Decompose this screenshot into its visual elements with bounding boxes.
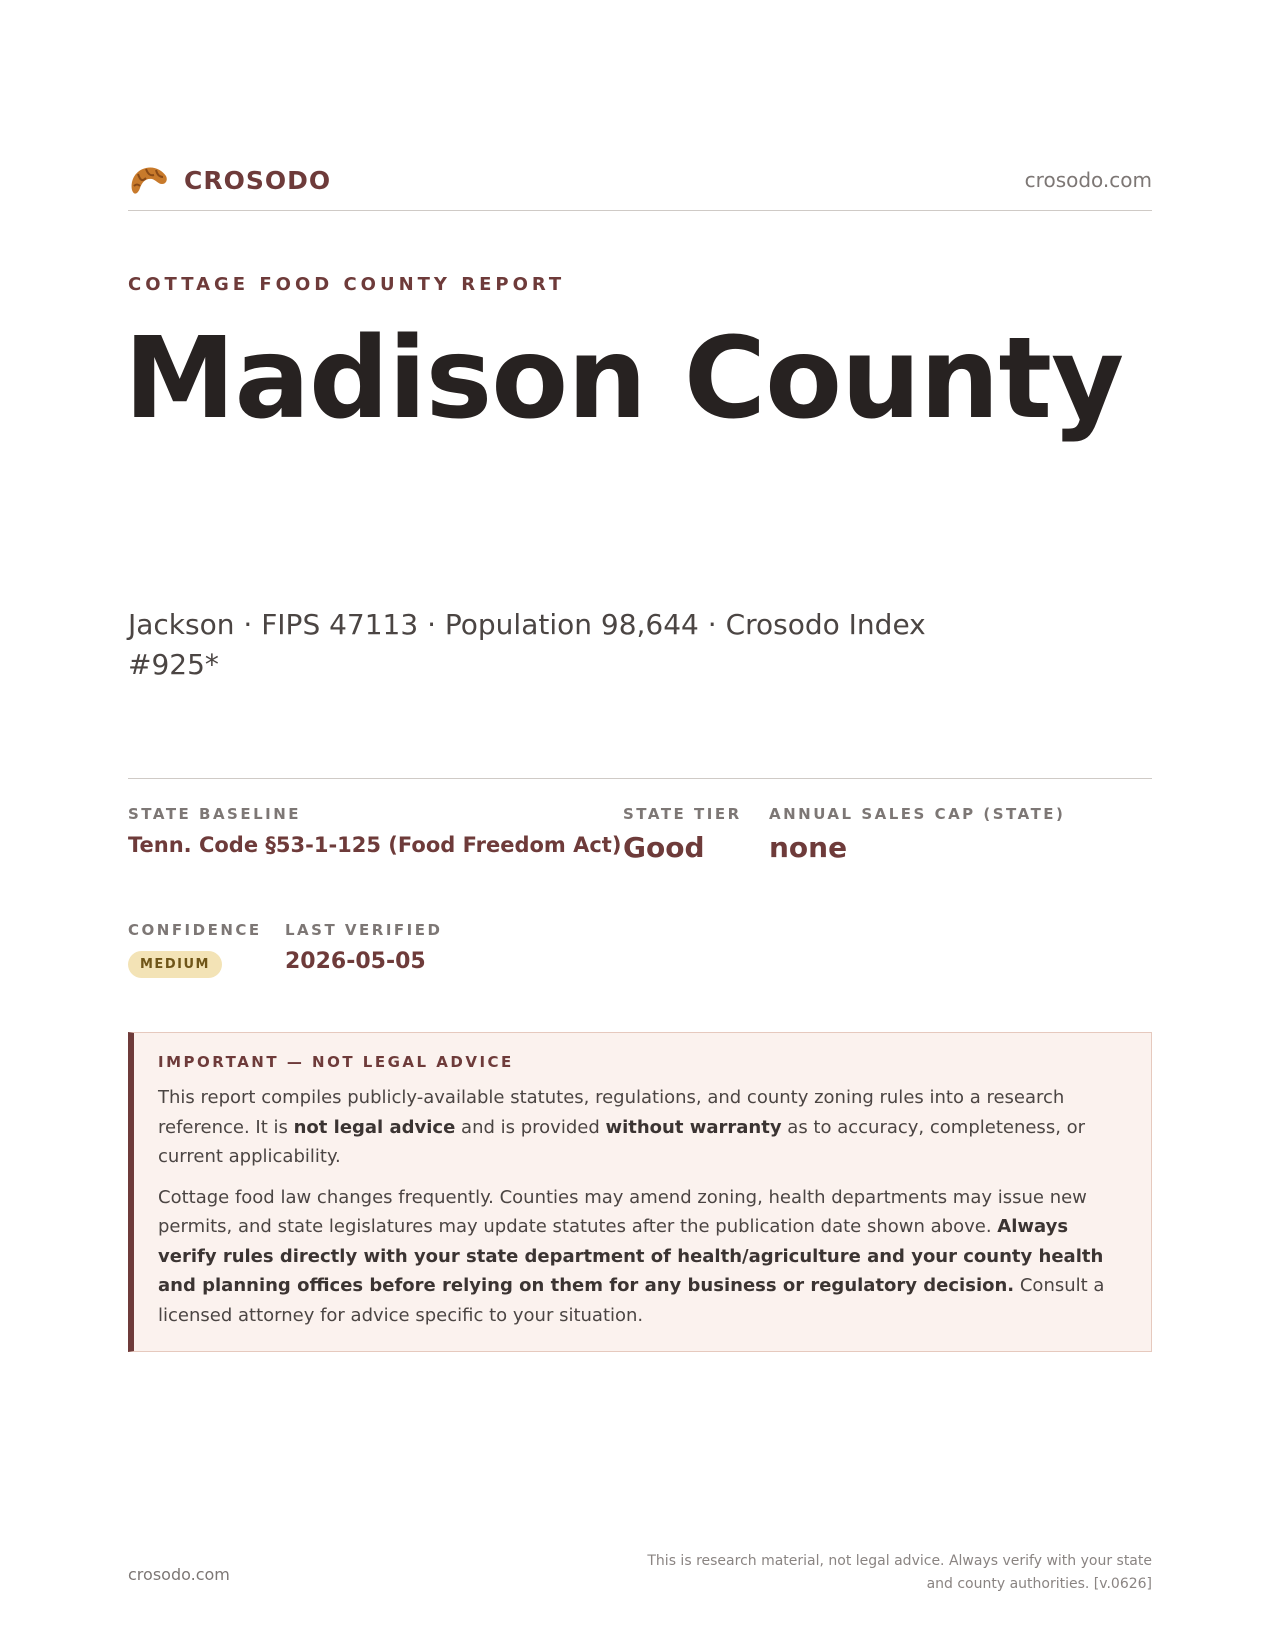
last-verified: [285, 921, 442, 974]
site-link[interactable]: crosodo.com: [1024, 168, 1152, 192]
notice-emphasis: not legal advice: [293, 1116, 456, 1138]
state-tier-label: STATE TIER: [623, 805, 742, 823]
state-baseline-value: Tenn. Code §53-1-125 (Food Freedom Act): [128, 833, 622, 857]
notice-emphasis: without warranty: [605, 1116, 782, 1138]
report-page: [124, 0, 1152, 1650]
brand-name: CROSODO: [184, 165, 332, 195]
croissant-icon: [128, 162, 170, 198]
footer-disclaimer-line-1: This is research material, not legal advice. Always verify with your state: [647, 1553, 1152, 1569]
state-tier: [623, 805, 742, 864]
confidence-label: CONFIDENCE: [128, 921, 262, 939]
notice-text: and is provided: [455, 1116, 606, 1138]
confidence: [128, 921, 262, 978]
page-header: [128, 158, 1152, 211]
legal-notice: [128, 1032, 1152, 1352]
notice-heading: IMPORTANT — NOT LEGAL ADVICE: [158, 1053, 514, 1071]
notice-text: This report compiles publicly-available statutes, regulations, and county zoning rules into a research reference. It is: [158, 1087, 1065, 1138]
brand[interactable]: [128, 162, 331, 198]
report-eyebrow: COTTAGE FOOD COUNTY REPORT: [128, 274, 566, 295]
page-title: Madison County: [124, 314, 1124, 444]
last-verified-label: LAST VERIFIED: [285, 921, 443, 939]
notice-paragraph-2: [158, 1183, 1125, 1331]
notice-text: Cottage food law changes frequently. Counties may amend zoning, health departments may issue new permits, and state legislatures may update statutes after the publication date shown above.: [158, 1186, 1087, 1237]
annual-sales-cap: [769, 805, 1065, 864]
footer-site-link[interactable]: crosodo.com: [128, 1565, 230, 1584]
last-verified-value: 2026-05-05: [285, 949, 426, 974]
state-tier-value: Good: [623, 831, 705, 864]
sales-cap-label: ANNUAL SALES CAP (STATE): [769, 805, 1066, 823]
confidence-badge: MEDIUM: [128, 951, 222, 978]
footer-disclaimer: [632, 1550, 1152, 1596]
notice-text: Consult a licensed attorney for advice specific to your situation.: [158, 1275, 1105, 1326]
notice-paragraph-1: [158, 1083, 1125, 1172]
divider: [128, 778, 1152, 779]
notice-text: as to accuracy, completeness, or current applicability.: [158, 1116, 1086, 1167]
county-summary: Jackson · FIPS 47113 · Population 98,644 · Crosodo Index #925*: [128, 608, 926, 681]
notice-emphasis: Always verify rules directly with your state department of health/agriculture and your county health and planning offices before relying on them for any business or regulatory decision.: [158, 1216, 1104, 1296]
state-baseline-label: STATE BASELINE: [128, 805, 302, 823]
state-baseline: [128, 805, 621, 857]
footer-disclaimer-line-2: and county authorities. [v.0626]: [926, 1576, 1152, 1592]
sales-cap-value: none: [769, 831, 848, 864]
